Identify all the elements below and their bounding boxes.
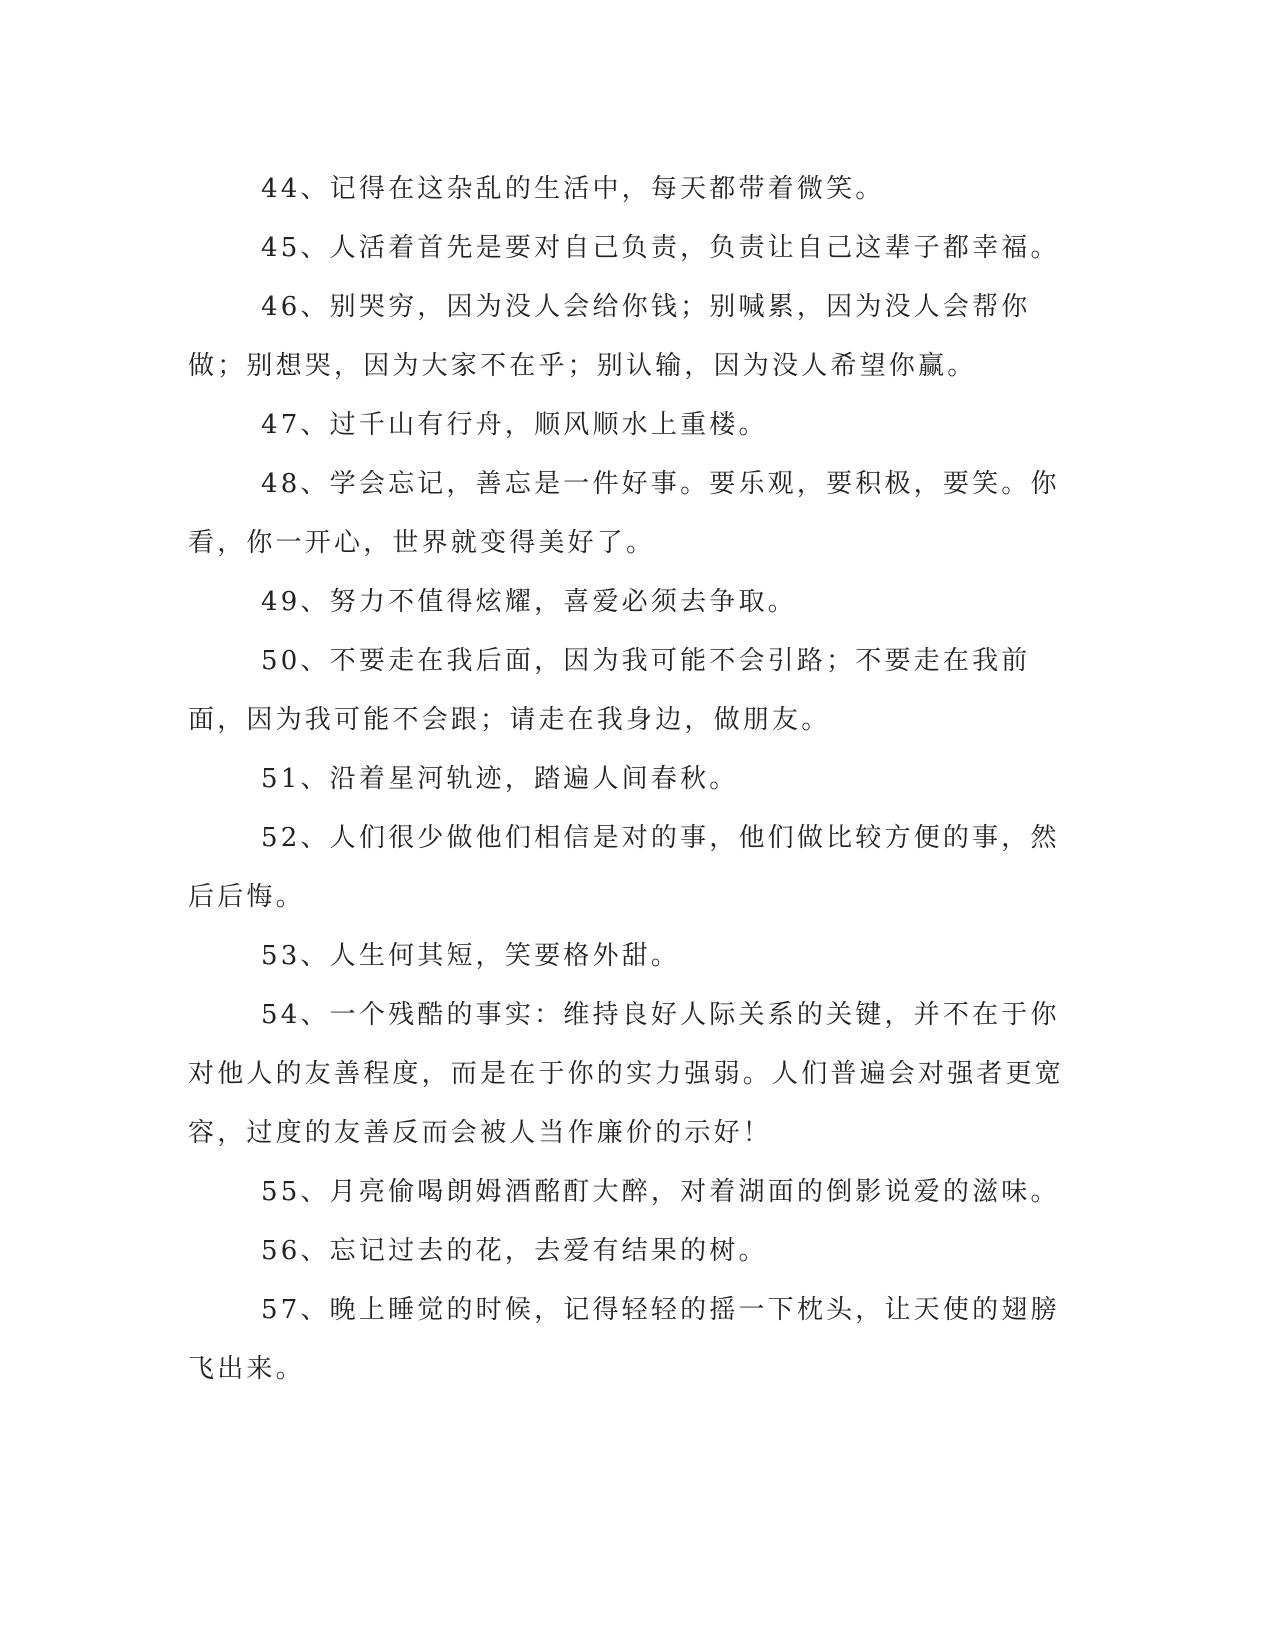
document-body <box>188 160 1078 1399</box>
paragraph-57: 57、晚上睡觉的时候，记得轻轻的摇一下枕头，让天使的翅膀飞出来。 <box>188 1295 1060 1384</box>
paragraph-44: 44、记得在这杂乱的生活中，每天都带着微笑。 <box>261 174 885 204</box>
paragraph-46: 46、别哭穷，因为没人会给你钱；别喊累，因为没人会帮你做；别想哭，因为大家不在乎；别认输，因为没人希望你赢。 <box>188 292 1031 381</box>
paragraph-53: 53、人生何其短，笑要格外甜。 <box>261 941 681 971</box>
paragraph-45: 45、人活着首先是要对自己负责，负责让自己这辈子都幸福。 <box>261 233 1060 263</box>
paragraph-49: 49、努力不值得炫耀，喜爱必须去争取。 <box>261 587 797 617</box>
paragraph-52: 52、人们很少做他们相信是对的事，他们做比较方便的事，然后后悔。 <box>188 823 1060 912</box>
paragraph-50: 50、不要走在我后面，因为我可能不会引路；不要走在我前面，因为我可能不会跟；请走在我身边，做朋友。 <box>188 646 1031 735</box>
paragraph-54: 54、一个残酷的事实：维持良好人际关系的关键，并不在于你对他人的友善程度，而是在于你的实力强弱。人们普遍会对强者更宽容，过度的友善反而会被人当作廉价的示好！ <box>188 1000 1065 1148</box>
paragraph-56: 56、忘记过去的花，去爱有结果的树。 <box>261 1236 768 1266</box>
paragraph-51: 51、沿着星河轨迹，踏遍人间春秋。 <box>261 764 739 794</box>
paragraph-47: 47、过千山有行舟，顺风顺水上重楼。 <box>261 410 768 440</box>
paragraph-55: 55、月亮偷喝朗姆酒酩酊大醉，对着湖面的倒影说爱的滋味。 <box>261 1177 1060 1207</box>
paragraph-48: 48、学会忘记，善忘是一件好事。要乐观，要积极，要笑。你看，你一开心，世界就变得美好了。 <box>188 469 1060 558</box>
